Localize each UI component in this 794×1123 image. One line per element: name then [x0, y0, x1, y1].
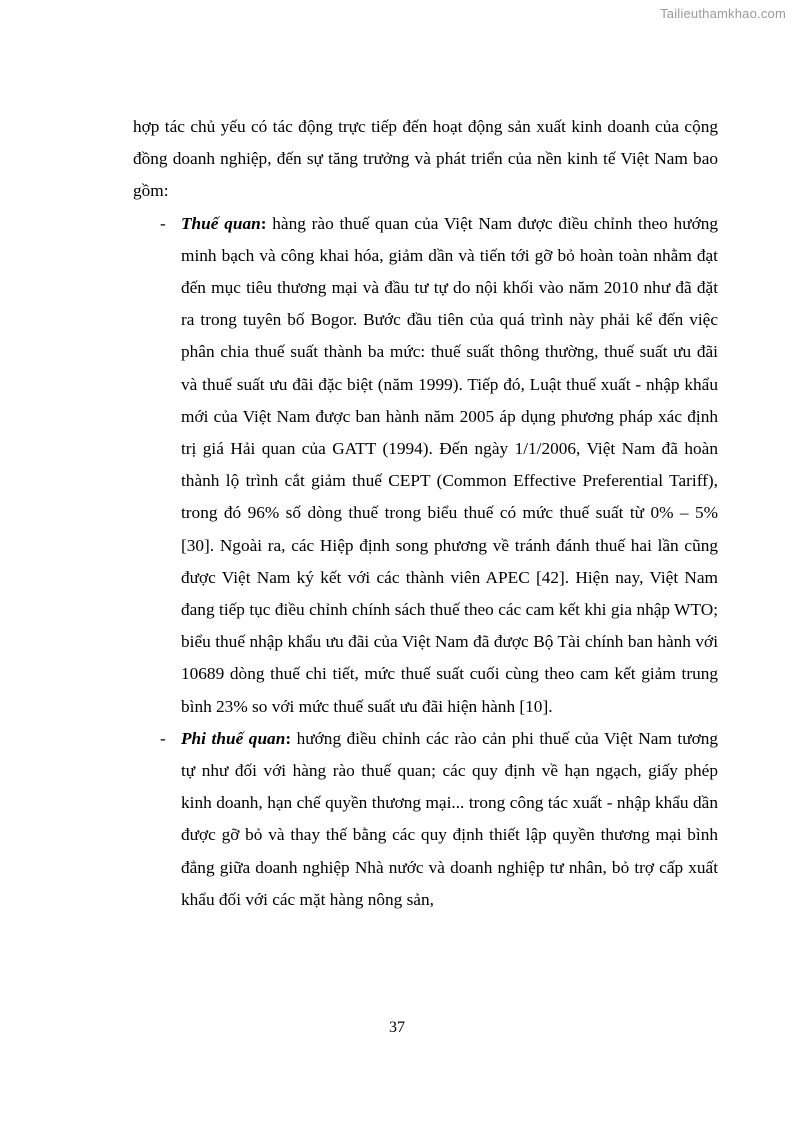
watermark-text: Tailieuthamkhao.com: [660, 6, 786, 21]
bullet-term: Thuế quan: [181, 213, 261, 233]
bullet-dash: -: [160, 728, 166, 748]
bullet-term: Phi thuế quan: [181, 728, 286, 748]
bullet-colon: :: [260, 213, 267, 233]
bullet-item-non-tariff: [160, 723, 718, 916]
bullet-colon: :: [285, 728, 292, 748]
intro-paragraph: hợp tác chủ yếu có tác động trực tiếp đến hoạt động sản xuất kinh doanh của cộng đồng doanh nghiệp, đến sự tăng trưởng và phát triển của nền kinh tế Việt Nam bao gồm:: [133, 117, 718, 201]
page-number: 37: [389, 1019, 405, 1036]
bullet-text: hàng rào thuế quan của Việt Nam được điều chỉnh theo hướng minh bạch và công khai hóa, giảm dần và tiến tới gỡ bỏ hoàn toàn nhằm đạt đến mục tiêu thương mại và đầu tư tự do nội khối vào năm 2010 như đã đặt ra trong tuyên bố Bogor. Bước đầu tiên của quá trình này phải kể đến việc phân chia thuế suất thành ba mức: thuế suất thông thường, thuế suất ưu đãi và thuế suất ưu đãi đặc biệt (năm 1999). Tiếp đó, Luật thuế xuất - nhập khẩu mới của Việt Nam được ban hành năm 2005 áp dụng phương pháp xác định trị giá Hải quan của GATT (1994). Đến ngày 1/1/2006, Việt Nam đã hoàn thành lộ trình cắt giảm thuế CEPT (Common Effective Preferential Tariff), trong đó 96% số dòng thuế trong biểu thuế có mức thuế suất từ 0% – 5% [30]. Ngoài ra, các Hiệp định song phương về tránh đánh thuế hai lần cũng được Việt Nam ký kết với các thành viên APEC [42]. Hiện nay, Việt Nam đang tiếp tục điều chỉnh chính sách thuế theo các cam kết khi gia nhập WTO; biểu thuế nhập khẩu ưu đãi của Việt Nam đã được Bộ Tài chính ban hành với 10689 dòng thuế chi tiết, mức thuế suất cuối cùng theo cam kết giảm trung bình 23% so với mức thuế suất ưu đãi hiện hành [10].: [181, 213, 718, 716]
bullet-item-tariff: [160, 208, 718, 723]
document-body: [133, 111, 718, 916]
bullet-dash: -: [160, 213, 166, 233]
bullet-text: hướng điều chỉnh các rào cản phi thuế của Việt Nam tương tự như đối với hàng rào thuế quan; các quy định về hạn ngạch, giấy phép kinh doanh, hạn chế quyền thương mại... trong công tác xuất - nhập khẩu dần được gỡ bỏ và thay thế bằng các quy định thiết lập quyền thương mại bình đẳng giữa doanh nghiệp Nhà nước và doanh nghiệp tư nhân, bỏ trợ cấp xuất khẩu đối với các mặt hàng nông sản,: [181, 728, 718, 909]
